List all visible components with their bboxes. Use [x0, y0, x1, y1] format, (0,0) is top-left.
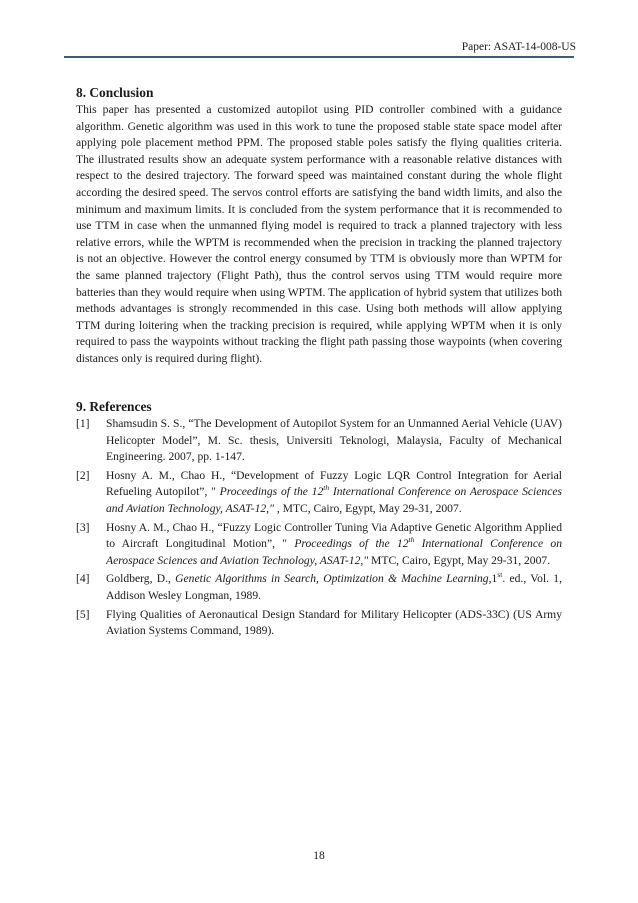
reference-part: Hosny A. M., Chao H., “Fuzzy Logic Controller Tuning Via Adaptive Genetic Algorithm Applied to Aircraft Longitudinal Motion”, " [106, 520, 562, 551]
reference-text [106, 571, 562, 604]
reference-superscript: st [497, 570, 503, 580]
conclusion-heading: 8. Conclusion [76, 85, 154, 100]
reference-item [76, 571, 562, 604]
reference-text [106, 607, 562, 640]
header-rule [64, 56, 574, 58]
reference-item [76, 416, 562, 466]
reference-part: , MTC, Cairo, Egypt, May 29-31, 2007. [273, 501, 462, 515]
conclusion-section [76, 84, 562, 368]
reference-text [106, 416, 562, 466]
reference-text [106, 468, 562, 518]
reference-text [106, 520, 562, 570]
reference-number: [4] [76, 572, 90, 586]
reference-item [76, 520, 562, 570]
reference-number: [2] [76, 468, 90, 482]
reference-number: [5] [76, 607, 90, 621]
reference-superscript: th [323, 483, 330, 493]
reference-part: . ed., Vol. 1, Addison Wesley Longman, 1989. [106, 572, 562, 602]
reference-number: [3] [76, 520, 90, 534]
reference-item [76, 468, 562, 518]
paper-id-header: Paper: ASAT-14-008-US [461, 41, 576, 53]
reference-part: MTC, Cairo, Egypt, May 29-31, 2007. [368, 553, 551, 567]
conclusion-paragraph: This paper has presented a customized autopilot using PID controller combined with a guidance algorithm. Genetic algorithm was used in this work to tune the proposed stable state space model after applying pole placement method PPM. The proposed stable poles satisfy the flying qualities criteria. The illustrated results show an adequate system performance with a reasonable relative distances with respect to the desired trajectory. The forward speed was maintained constant during the whole flight according the desired speed. The servos control efforts are satisfying the band width limits, and also the minimum and maximum limits. It is concluded from the system performance that it is recommended to use TTM in case when the unmanned flying model is required to track a planned trajectory with less relative errors, while the WPTM is recommended when the precision in tracking the planned trajectory is not an objective. However the control energy consumed by TTM is obviously more than WPTM for the same planned trajectory (Flight Path), thus the control servos using TTM would require more batteries than they would require when using WPTM. The application of hybrid system that utilizes both methods advantages is strongly recommended in this case. Using both methods will allow applying TTM during loitering when the tracking precision is required, while applying WPTM when it is only required to pass the waypoints without tracking the flight path passing those waypoints (when covering distances only is required during flight). [76, 103, 562, 365]
references-heading: 9. References [76, 399, 152, 414]
reference-part: 1 [491, 572, 498, 586]
reference-part: Flying Qualities of Aeronautical Design Standard for Military Helicopter (ADS-33C) (US Army Aviation Systems Command, 1989). [106, 607, 562, 638]
reference-proceedings-title: Proceedings of the 12 [219, 485, 324, 499]
reference-proceedings-title-cont: International Conference on Aerospace Sciences and Aviation Technology, ASAT-12," [106, 537, 562, 567]
reference-proceedings-title: Proceedings of the 12 [294, 537, 409, 551]
reference-number: [1] [76, 417, 90, 430]
page-number: 18 [313, 850, 325, 862]
reference-superscript: th [408, 535, 415, 545]
reference-part: Goldberg, D., [106, 572, 176, 586]
references-section [76, 398, 562, 640]
reference-part: Hosny A. M., Chao H., “Development of Fuzzy Logic LQR Control Integration for Aerial Refueling Autopilot”, " [106, 468, 562, 499]
reference-item [76, 607, 562, 640]
reference-book-title: Genetic Algorithms in Search, Optimization & Machine Learning, [175, 572, 492, 586]
reference-proceedings-title-cont: International Conference on Aerospace Sciences and Aviation Technology, ASAT-12," [106, 485, 563, 515]
references-list [76, 416, 562, 640]
reference-part: Shamsudin S. S., “The Development of Autopilot System for an Unmanned Aerial Vehicle (UAV) Helicopter Model”, M. Sc. thesis, Universiti Teknologi, Malaysia, Faculty of Mechanical Engineering. 2007, pp. 1-147. [106, 417, 562, 464]
